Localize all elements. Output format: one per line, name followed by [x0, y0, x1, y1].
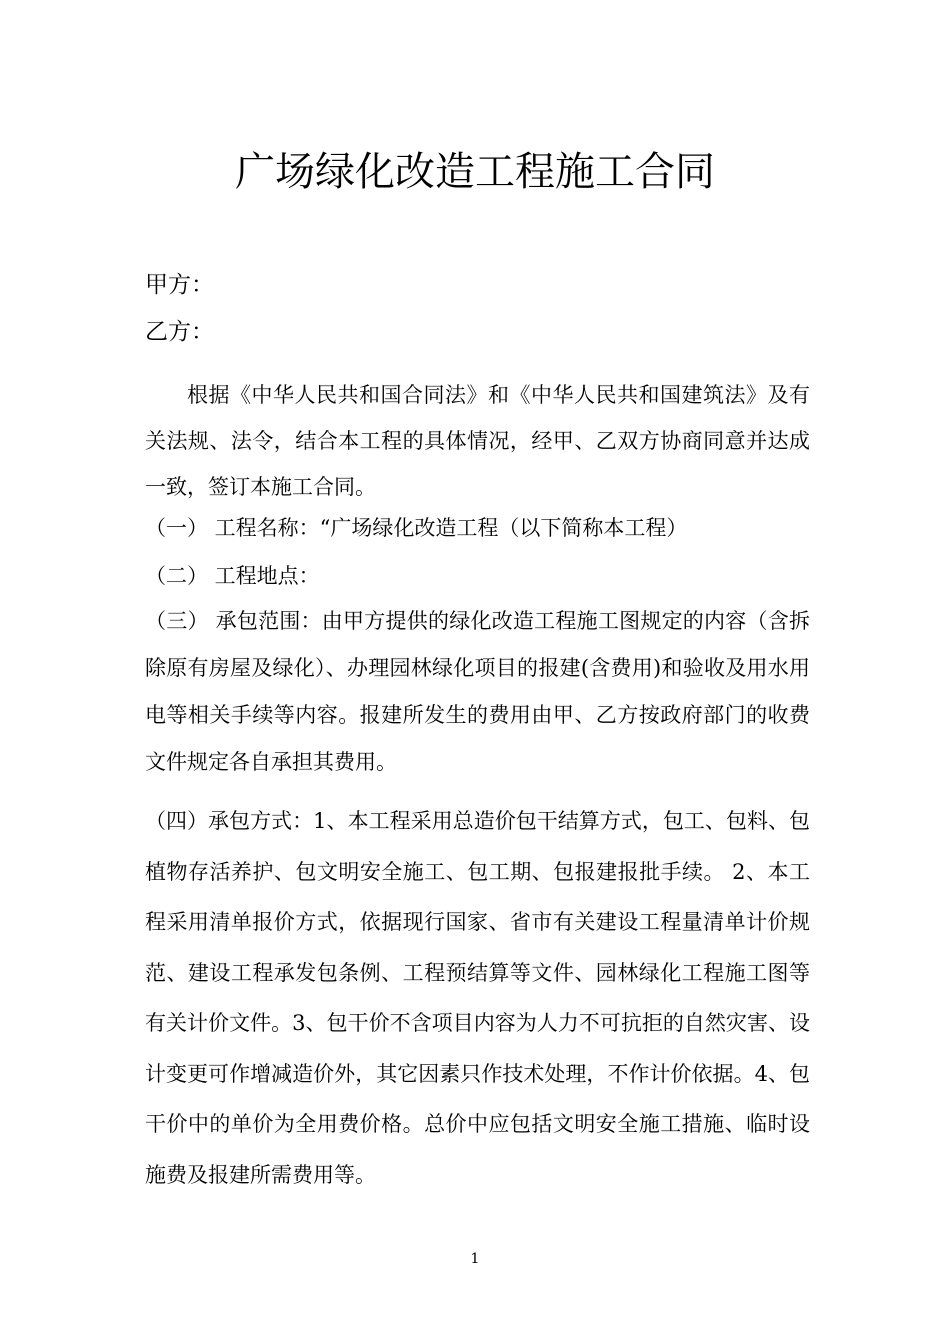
clause-contract-scope: （三） 承包范围：由甲方提供的绿化改造工程施工图规定的内容（含拆除原有房屋及绿化）、办理园林绿化项目的报建(含费用)和验收及用水用电等相关手续等内容。报建所发生的费用由甲、乙方按政府部门的收费文件规定各自承担其费用。: [145, 609, 810, 774]
clause-project-name: （一） 工程名称：“广场绿化改造工程（以下简称本工程）: [145, 516, 688, 540]
party-a-label: 甲方：: [145, 272, 214, 298]
preamble-paragraph: 根据《中华人民共和国合同法》和《中华人民共和国建筑法》及有关法规、法令，结合本工程的具体情况，经甲、乙双方协商同意并达成一致，签订本施工合同。: [145, 383, 810, 499]
page-number: 1: [470, 1251, 480, 1267]
party-b-label: 乙方：: [145, 319, 214, 345]
clause-contract-method: （四）承包方式：1、本工程采用总造价包干结算方式，包工、包料、包植物存活养护、包文明安全施工、包工期、包报建报批手续。 2、本工程采用清单报价方式，依据现行国家、省市有关建设工程量清单计价规范、建设工程承发包条例、工程预结算等文件、园林绿化工程施工图等有关计价文件。3、包干价不含项目内容为人力不可抗拒的自然灾害、设计变更可作增减造价外，其它因素只作技术处理，不作计价依据。4、包干价中的单价为全用费价格。总价中应包括文明安全施工措施、临时设施费及报建所需费用等。: [145, 809, 810, 1187]
document-title: 广场绿化改造工程施工合同: [235, 149, 715, 195]
clause-project-location: （二） 工程地点：: [145, 564, 320, 588]
